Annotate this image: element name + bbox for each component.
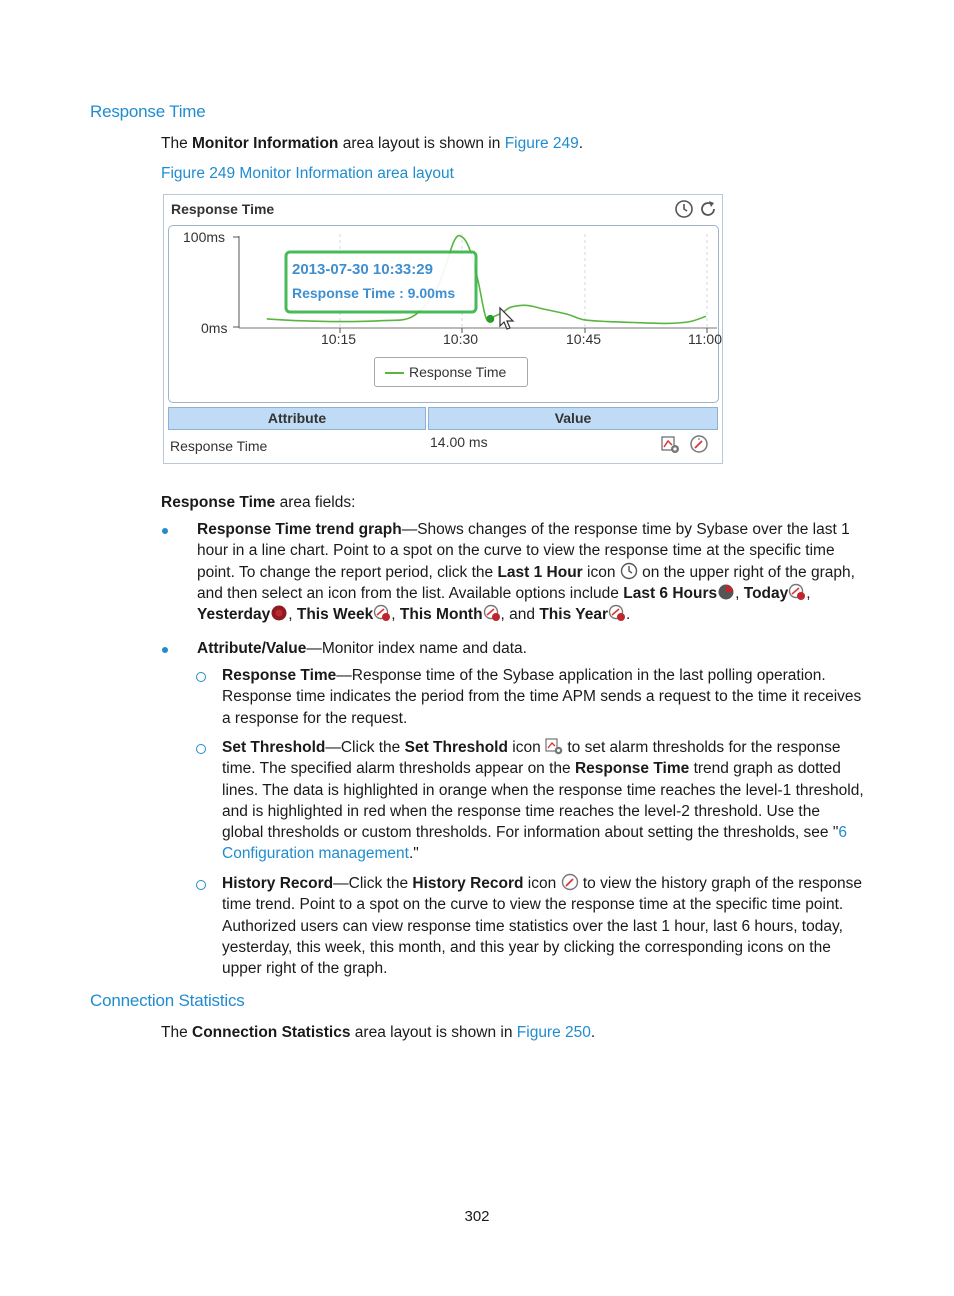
last-1-hour-label: Last 1 Hour <box>497 563 583 581</box>
sub-item-text: trend graph as dotted lines. The data is highlighted in orange when the response time reaches the level-1 threshold, and is highlighted in red when the response time reaches the level-2 threshold. Use the global thresholds or custom thresholds. For information about setting the thresholds, see " <box>222 760 864 842</box>
x-tick-label: 10:45 <box>566 331 602 347</box>
section-title-response-time: Response Time <box>90 102 206 121</box>
item-text: —Monitor index name and data. <box>306 640 527 657</box>
last-1-hour-icon[interactable] <box>620 562 638 580</box>
sub-item-text: to view the history graph of the response time trend. Point to a spot on the curve to view the response time at the specific time point. Authorized users can view response time statistics over the last 1 hour, last 6 hours, today, yesterday, this week, this month, and this year by clicking the corresponding icons on the upper right of the graph. <box>222 875 863 978</box>
section-title-connection-statistics: Connection Statistics <box>90 991 245 1010</box>
outro-text-end: . <box>590 1024 596 1041</box>
item-text: . <box>625 606 631 624</box>
this-month-icon[interactable] <box>483 604 501 622</box>
list-item-trend-graph: Response Time trend graph—Shows changes of the response time by Sybase over the last 1 hour in a line chart. Point to a spot on the curve to view the response time at the specific time point. To change the report period, click the Last 1 Hour icon on the upper right of the graph, and then select an icon from the list. Available options include Last 6 Hours , Today , Yesterday , This Week , This Month , and This Year . <box>197 521 855 624</box>
clock-icon[interactable] <box>674 199 694 219</box>
x-tick-label: 11:00 <box>688 331 722 347</box>
sub-bullet-marker <box>196 672 206 682</box>
figure-caption: Figure 249 Monitor Information area layout <box>161 165 454 182</box>
highlight-point[interactable] <box>486 315 494 323</box>
item-title: Attribute/Value <box>197 640 307 657</box>
x-tick-label: 10:30 <box>443 331 479 347</box>
sub-item-text: —Response time of the Sybase application in the last polling operation. Response time indicates the period from the time APM sends a request to the time it receives a response for the request. <box>222 667 862 727</box>
row-attribute: Response Time <box>170 438 268 454</box>
item-text: icon <box>582 563 620 581</box>
intro-bold: Monitor Information <box>192 135 339 152</box>
y-tick-label-max: 100ms <box>183 229 226 245</box>
today-icon[interactable] <box>788 583 806 601</box>
intro-text-end: . <box>578 135 584 152</box>
x-tick-label: 10:15 <box>321 331 357 347</box>
item-title: Response Time trend graph <box>197 521 402 538</box>
panel-title: Response Time <box>171 201 275 217</box>
intro-text: The <box>161 135 193 152</box>
sub-item-text: icon <box>523 875 561 892</box>
page-number: 302 <box>464 1208 490 1225</box>
configuration-management-link[interactable]: 6 Configuration management <box>222 824 847 863</box>
outro-text: The <box>161 1024 193 1041</box>
legend-label: Response Time <box>409 364 507 380</box>
set-threshold-label: Set Threshold <box>404 739 508 756</box>
fields-intro <box>161 492 355 513</box>
tooltip-value: Response Time : 9.00ms <box>292 285 456 301</box>
sub-item-text: ." <box>408 845 419 863</box>
y-tick-label-min: 0ms <box>201 320 228 336</box>
response-time-chart <box>168 225 722 403</box>
sub-item-response-time <box>222 665 865 729</box>
outro-paragraph <box>161 1022 595 1043</box>
intro-paragraph <box>161 133 583 154</box>
set-threshold-icon[interactable] <box>660 434 680 454</box>
response-time-label: Response Time <box>574 760 690 778</box>
mouse-cursor-icon <box>500 308 513 329</box>
figure-249-link[interactable]: Figure 249 <box>504 135 579 152</box>
intro-text-mid: area layout is shown in <box>338 135 505 152</box>
item-text: —Shows changes of the response time by Sybase over the last 1 hour in a line chart. Point to a spot on the curve to view the response time at the specific time point. To change the report period, click the <box>197 521 850 581</box>
this-year-label: This Year <box>539 606 608 624</box>
sub-item-title: Response Time <box>222 667 337 684</box>
figure-250-link[interactable]: Figure 250 <box>516 1024 591 1041</box>
tooltip-time: 2013-07-30 10:33:29 <box>292 261 433 278</box>
chart-legend[interactable] <box>374 357 528 387</box>
list-item-attribute-value <box>197 638 865 659</box>
bullet-marker <box>161 527 169 535</box>
this-week-icon[interactable] <box>373 604 391 622</box>
refresh-icon[interactable] <box>698 199 718 219</box>
table-header-value: Value <box>428 407 718 430</box>
last-6-hours-icon[interactable] <box>717 583 735 601</box>
table-header-attribute: Attribute <box>168 407 426 430</box>
fields-intro-bold: Response Time <box>161 494 276 511</box>
set-threshold-icon[interactable] <box>545 737 563 755</box>
yesterday-label: Yesterday <box>197 606 271 624</box>
item-text: on the upper right of the graph, and then select an icon from the list. Available options include <box>197 563 855 602</box>
sub-item-title: History Record <box>222 875 334 892</box>
sub-item-text: —Click the <box>333 875 413 892</box>
history-record-icon[interactable] <box>689 434 709 454</box>
sub-bullet-marker <box>196 744 206 754</box>
history-record-label: History Record <box>412 875 524 892</box>
sub-item-text: —Click the <box>325 739 405 756</box>
bullet-marker <box>161 646 169 654</box>
tooltip <box>286 252 476 312</box>
legend-swatch <box>385 372 404 374</box>
sub-item-text: to set alarm thresholds for the response time. The specified alarm thresholds appear on the <box>222 739 841 778</box>
history-record-icon[interactable] <box>561 873 579 891</box>
sub-item-set-threshold <box>222 737 865 865</box>
sub-item-text: icon <box>507 739 546 756</box>
fields-intro-text: area fields: <box>275 494 356 511</box>
this-week-label: This Week <box>296 606 374 624</box>
yesterday-icon[interactable] <box>270 604 288 622</box>
sub-bullet-marker <box>196 880 206 890</box>
today-label: Today <box>743 584 789 602</box>
outro-text-mid: area layout is shown in <box>350 1024 517 1041</box>
row-value: 14.00 ms <box>430 434 488 450</box>
this-month-label: This Month <box>399 606 483 624</box>
outro-bold: Connection Statistics <box>192 1024 351 1041</box>
last-6-hours-label: Last 6 Hours <box>623 584 718 602</box>
item-text: , and <box>500 606 540 624</box>
sub-item-title: Set Threshold <box>222 739 326 756</box>
monitor-information-figure <box>163 194 723 464</box>
this-year-icon[interactable] <box>608 604 626 622</box>
sub-item-history-record <box>222 873 865 979</box>
